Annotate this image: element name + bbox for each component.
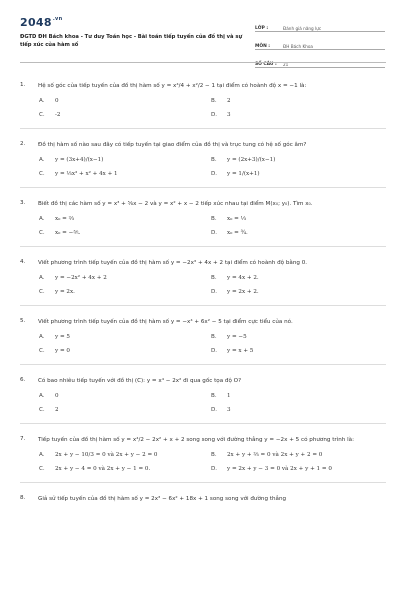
option-key: C. <box>39 112 45 118</box>
answer-option[interactable] <box>39 230 211 236</box>
question-6 <box>20 364 386 423</box>
option-text: 2 <box>227 98 231 104</box>
question-number: 6. <box>20 377 26 383</box>
answer-option[interactable] <box>211 275 383 281</box>
option-key: A. <box>39 98 45 104</box>
option-key: A. <box>39 216 45 222</box>
question-8 <box>20 482 386 504</box>
option-key: D. <box>211 289 218 295</box>
meta-row-count <box>255 53 385 68</box>
answer-option[interactable] <box>39 334 211 340</box>
answer-option[interactable] <box>211 407 383 413</box>
header-divider <box>20 62 386 63</box>
meta-label: LỚP : <box>255 26 269 31</box>
option-key: A. <box>39 334 45 340</box>
answer-options <box>39 334 386 364</box>
meta-row-subject <box>255 35 385 50</box>
option-text: 0 <box>55 393 59 399</box>
answer-options <box>39 393 386 423</box>
question-1 <box>20 70 386 128</box>
question-5 <box>20 305 386 364</box>
answer-option[interactable] <box>211 157 383 163</box>
option-key: C. <box>39 407 45 413</box>
option-text: 2x + y + ⅔ = 0 và 2x + y + 2 = 0 <box>227 452 323 458</box>
question-number: 7. <box>20 436 26 442</box>
option-text: y = ⅓x³ + x² + 4x + 1 <box>55 171 118 177</box>
option-key: D. <box>211 407 218 413</box>
question-number: 8. <box>20 495 26 501</box>
logo-text: 2048 <box>20 16 52 29</box>
answer-options <box>39 216 386 246</box>
option-text: 0 <box>55 98 59 104</box>
answer-option[interactable] <box>211 112 383 118</box>
option-key: B. <box>211 393 217 399</box>
option-text: y = 2x + 2. <box>227 289 259 295</box>
question-2 <box>20 128 386 187</box>
answer-option[interactable] <box>39 289 211 295</box>
option-key: B. <box>211 216 217 222</box>
question-number: 1. <box>20 82 26 88</box>
answer-option[interactable] <box>211 452 383 458</box>
answer-option[interactable] <box>39 452 211 458</box>
question-text: Viết phương trình tiếp tuyến của đồ thị hàm số y = −x⁴ + 6x² − 5 tại điểm cực tiểu của nó. <box>38 319 293 325</box>
question-number: 3. <box>20 200 26 206</box>
question-text: Giả sử tiếp tuyến của đồ thị hàm số y = 2x³ − 6x² + 18x + 1 song song với đường thẳng <box>38 496 287 502</box>
option-text: y = 2x + y − 3 = 0 và 2x + y + 1 = 0 <box>227 466 332 472</box>
question-text: Hệ số góc của tiếp tuyến của đồ thị hàm số y = x⁴/4 + x²/2 − 1 tại điểm có hoành độ x = −1 là: <box>38 83 307 89</box>
answer-option[interactable] <box>39 216 211 222</box>
question-text: Biết đồ thị các hàm số y = x³ + ⅝x − 2 và y = x² + x − 2 tiếp xúc nhau tại điểm M(x₀; y₀). Tìm x₀. <box>38 201 313 207</box>
option-key: B. <box>211 157 217 163</box>
question-text: Viết phương trình tiếp tuyến của đồ thị hàm số y = −2x³ + 4x + 2 tại điểm có hoành độ bằng 0. <box>38 260 308 266</box>
meta-label: MÔN : <box>255 44 271 49</box>
answer-option[interactable] <box>211 230 383 236</box>
logo-suffix: .vn <box>52 16 63 22</box>
answer-option[interactable] <box>39 112 211 118</box>
option-key: B. <box>211 275 217 281</box>
option-text: x₀ = ⅔ <box>55 216 75 222</box>
answer-option[interactable] <box>39 348 211 354</box>
answer-option[interactable] <box>211 171 383 177</box>
answer-option[interactable] <box>211 98 383 104</box>
answer-option[interactable] <box>39 393 211 399</box>
answer-option[interactable] <box>39 171 211 177</box>
option-text: y = 2x. <box>55 289 75 295</box>
meta-value: Đánh giá năng lực <box>283 26 322 31</box>
answer-option[interactable] <box>211 334 383 340</box>
answer-option[interactable] <box>39 98 211 104</box>
option-text: 3 <box>227 407 231 413</box>
question-7 <box>20 423 386 482</box>
answer-option[interactable] <box>211 466 383 472</box>
question-list <box>0 70 400 504</box>
option-text: 2x + y − 10/3 = 0 và 2x + y − 2 = 0 <box>55 452 158 458</box>
option-text: 2x + y − 4 = 0 và 2x + y − 1 = 0. <box>55 466 151 472</box>
answer-options <box>39 98 386 128</box>
option-key: D. <box>211 466 218 472</box>
option-text: y = 1/(x+1) <box>227 171 260 177</box>
option-key: D. <box>211 230 218 236</box>
option-text: x₀ = ⅓ <box>227 216 247 222</box>
question-text: Tiếp tuyến của đồ thị hàm số y = x⁴/2 − 2x² + x + 2 song song với đường thẳng y = −2x + 5 có phương trình là: <box>38 437 354 443</box>
option-key: B. <box>211 452 217 458</box>
question-number: 4. <box>20 259 26 265</box>
answer-option[interactable] <box>39 157 211 163</box>
answer-options <box>39 275 386 305</box>
answer-option[interactable] <box>211 289 383 295</box>
option-key: C. <box>39 171 45 177</box>
option-text: x₀ = −⅗. <box>55 230 81 236</box>
question-number: 2. <box>20 141 26 147</box>
option-text: y = (3x+4)/(x−1) <box>55 157 104 163</box>
option-text: y = (2x+3)/(x−1) <box>227 157 276 163</box>
option-key: A. <box>39 275 45 281</box>
option-key: D. <box>211 348 218 354</box>
question-4 <box>20 246 386 305</box>
option-text: y = −2x² + 4x + 2 <box>55 275 107 281</box>
answer-option[interactable] <box>39 275 211 281</box>
meta-value: ĐH Bách Khoa <box>283 44 313 49</box>
option-key: B. <box>211 334 217 340</box>
option-key: D. <box>211 112 218 118</box>
meta-value: 21 <box>283 62 289 67</box>
answer-options <box>39 452 386 482</box>
meta-row-class <box>255 17 385 32</box>
answer-option[interactable] <box>39 466 211 472</box>
option-text: y = 4x + 2. <box>227 275 259 281</box>
option-key: A. <box>39 393 45 399</box>
option-text: y = 5 <box>55 334 70 340</box>
option-key: A. <box>39 452 45 458</box>
document-title: ĐGTD ĐH Bách khoa - Tư duy Toán học - Bài toán tiếp tuyến của đồ thị và sự tiếp xúc của hàm số <box>20 34 243 48</box>
option-key: C. <box>39 289 45 295</box>
answer-option[interactable] <box>211 393 383 399</box>
answer-option[interactable] <box>211 348 383 354</box>
option-text: -2 <box>55 112 61 118</box>
option-key: B. <box>211 98 217 104</box>
question-text: Có bao nhiêu tiếp tuyến với đồ thị (C): y = x⁴ − 2x² đi qua gốc tọa độ O? <box>38 378 242 384</box>
option-key: C. <box>39 230 45 236</box>
option-key: C. <box>39 348 45 354</box>
option-text: 3 <box>227 112 231 118</box>
option-key: C. <box>39 466 45 472</box>
answer-option[interactable] <box>211 216 383 222</box>
site-logo[interactable] <box>20 16 62 29</box>
option-key: A. <box>39 157 45 163</box>
meta-label: SỐ CÂU : <box>255 62 277 67</box>
option-text: y = −5 <box>227 334 247 340</box>
answer-option[interactable] <box>39 407 211 413</box>
question-text: Đồ thị hàm số nào sau đây có tiếp tuyến tại giao điểm của đồ thị và trục tung có hệ số góc âm? <box>38 142 307 148</box>
option-text: y = 0 <box>55 348 70 354</box>
question-number: 5. <box>20 318 26 324</box>
option-text: y = x + 5 <box>227 348 254 354</box>
option-text: 2 <box>55 407 59 413</box>
answer-options <box>39 157 386 187</box>
option-text: x₀ = ¾. <box>227 230 248 236</box>
option-text: 1 <box>227 393 231 399</box>
option-key: D. <box>211 171 218 177</box>
question-3 <box>20 187 386 246</box>
